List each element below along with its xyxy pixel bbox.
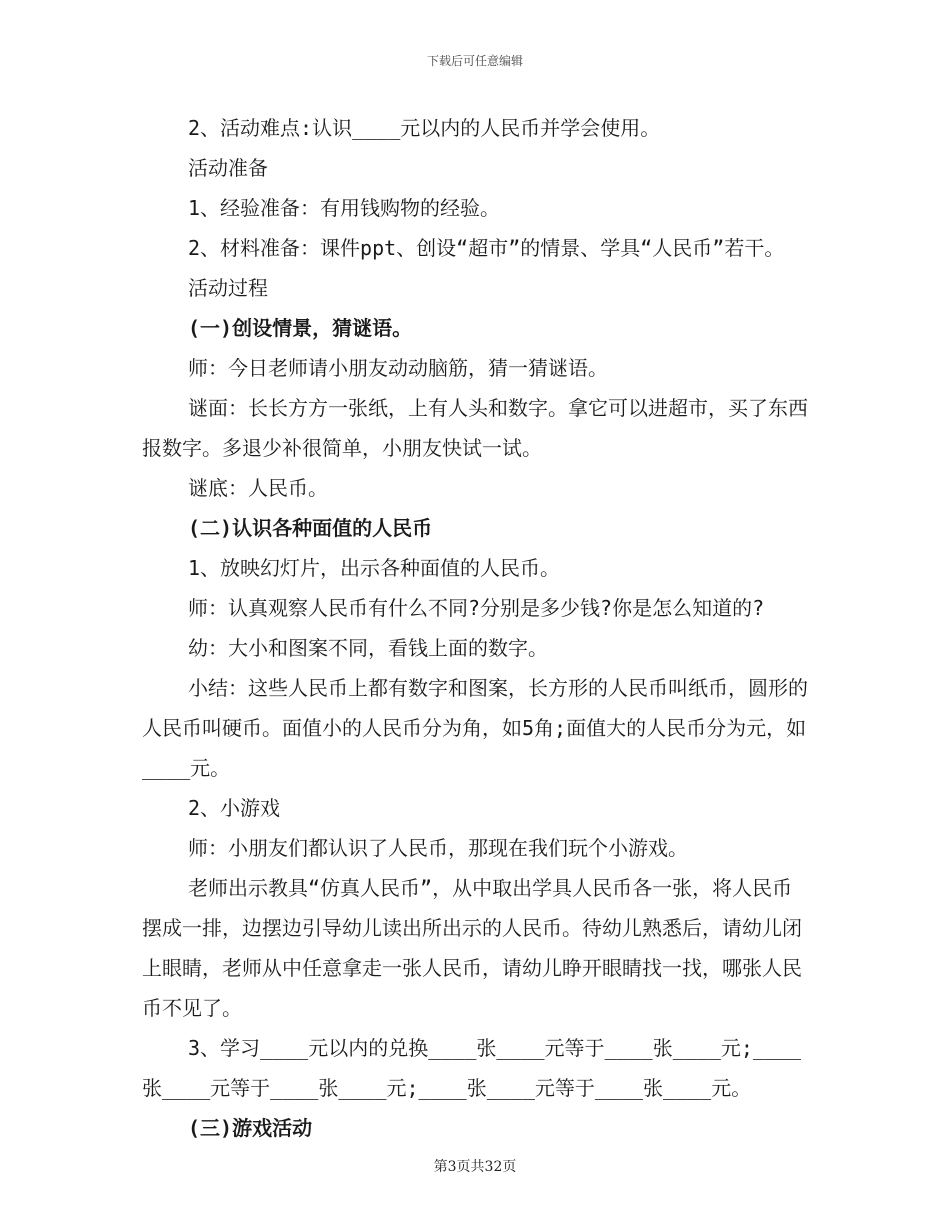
paragraph: 小结：这些人民币上都有数字和图案，长方形的人民币叫纸币，圆形的人民币叫硬币。面值小的人民币分为角，如5角;面值大的人民币分为元，如____元。 [142, 676, 808, 780]
paragraph: 幼：大小和图案不同，看钱上面的数字。 [188, 636, 548, 660]
section-heading: (二)认识各种面值的人民币 [188, 516, 433, 540]
paragraph: 师：小朋友们都认识了人民币，那现在我们玩个小游戏。 [188, 836, 688, 860]
page-header: 下载后可任意编辑 [426, 54, 523, 68]
paragraph: 老师出示教具“仿真人民币”，从中取出学具人民币各一张，将人民币摆成一排，边摆边引导幼儿读出所出示的人民币。待幼儿熟悉后，请幼儿闭上眼睛，老师从中任意拿走一张人民币，请幼儿睁开眼睛找一找，哪张人民币不见了。 [142, 876, 802, 1020]
document-body [142, 108, 810, 1148]
paragraph: 2、材料准备：课件ppt、创设“超市”的情景、学具“人民币”若干。 [188, 236, 785, 260]
paragraph: 活动过程 [188, 276, 268, 300]
paragraph: 1、放映幻灯片，出示各种面值的人民币。 [188, 556, 561, 580]
page-footer: 第3页共32页 [433, 1159, 517, 1175]
paragraph: 师：今日老师请小朋友动动脑筋，猜一猜谜语。 [188, 356, 608, 380]
paragraph: 1、经验准备：有用钱购物的经验。 [188, 196, 501, 220]
paragraph: 2、活动难点:认识____元以内的人民币并学会使用。 [188, 116, 661, 140]
paragraph: 谜面：长长方方一张纸，上有人头和数字。拿它可以进超市，买了东西报数字。多退少补很简单，小朋友快试一试。 [142, 396, 808, 460]
paragraph: 2、小游戏 [188, 796, 281, 820]
section-heading: (一)创设情景，猜谜语。 [188, 316, 413, 340]
paragraph: 活动准备 [188, 156, 268, 180]
paragraph: 谜底：人民币。 [188, 476, 328, 500]
paragraph: 3、学习____元以内的兑换____张____元等于____张____元;____张____元等于____张____元;____张____元等于____张____元。 [142, 1036, 802, 1100]
section-heading: (三)游戏活动 [188, 1116, 313, 1140]
paragraph: 师：认真观察人民币有什么不同?分别是多少钱?你是怎么知道的? [188, 596, 765, 620]
